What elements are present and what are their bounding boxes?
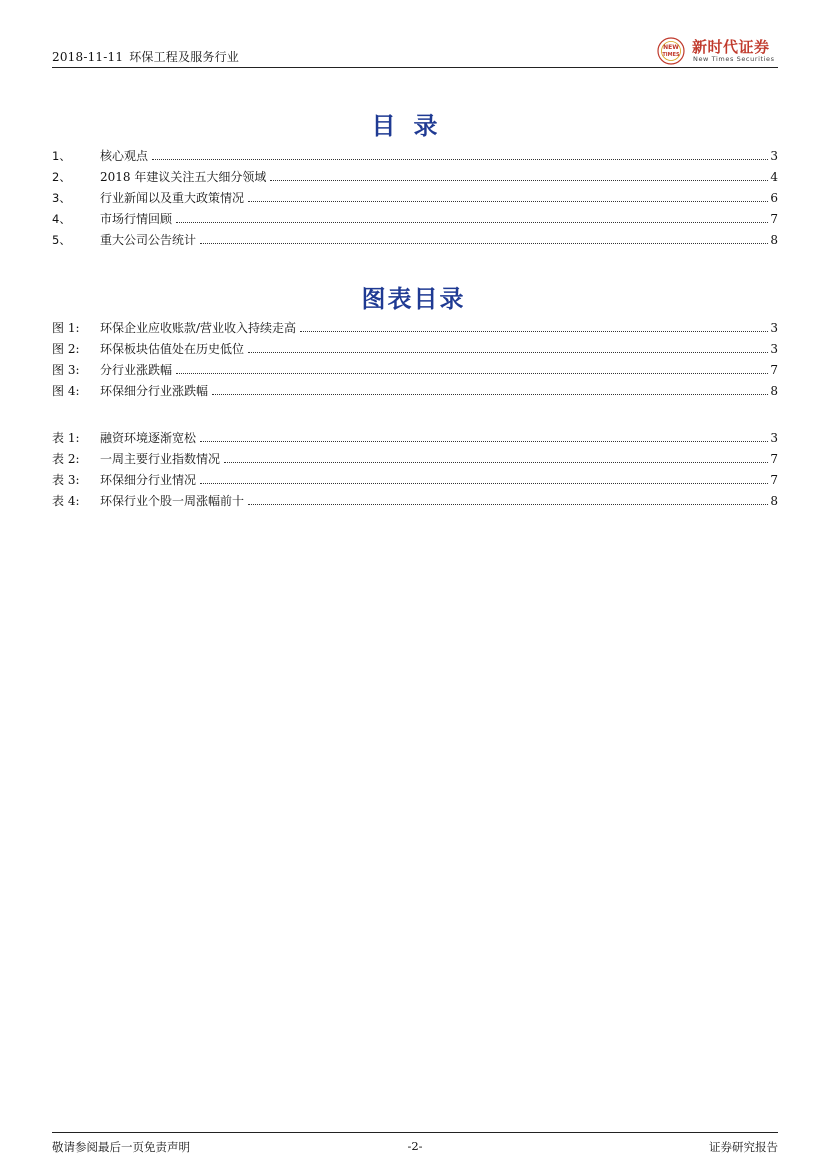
figure-item[interactable]	[52, 356, 778, 377]
table-item-label: 环保行业个股一周涨幅前十	[100, 494, 245, 508]
figure-item-label: 分行业涨跌幅	[100, 363, 173, 377]
disclaimer-note: 敬请参阅最后一页免责声明	[52, 1140, 190, 1154]
toc-list	[52, 142, 778, 247]
toc-item-page: 3	[770, 149, 778, 163]
dot-leader	[248, 200, 768, 202]
svg-text:TIMES: TIMES	[662, 52, 680, 58]
header-date: 2018-11-11	[52, 50, 124, 64]
figure-item-label: 环保细分行业涨跌幅	[100, 384, 209, 398]
toc-item[interactable]: 2、 2018 年建议关注五大细分领域 4	[52, 170, 778, 184]
figure-item-page: 3	[770, 321, 778, 335]
toc-item-label: 市场行情回顾	[100, 212, 173, 226]
figure-item-label: 环保板块估值处在历史低位	[100, 342, 245, 356]
dot-leader	[212, 393, 768, 395]
table-item-prefix: 表 4:	[52, 494, 80, 508]
table-list	[52, 424, 778, 508]
toc-item[interactable]: 5、 重大公司公告统计 8	[52, 233, 778, 247]
table-item-page: 3	[770, 431, 778, 445]
figure-item-prefix: 图 3:	[52, 363, 80, 377]
table-item-page: 8	[770, 494, 778, 508]
header-text	[52, 48, 239, 65]
dot-leader	[300, 330, 768, 332]
dot-leader	[224, 461, 768, 463]
toc-item-label: 核心观点	[100, 149, 149, 163]
logo-english-name: New Times Securities	[693, 55, 775, 63]
report-type: 证券研究报告	[709, 1140, 778, 1154]
table-item-page: 7	[770, 452, 778, 466]
figure-toc-title: 图表目录	[361, 284, 466, 313]
table-item-prefix: 表 3:	[52, 473, 80, 487]
table-item-prefix: 表 2:	[52, 452, 80, 466]
table-item-label: 环保细分行业情况	[100, 473, 197, 487]
table-item-label: 融资环境逐渐宽松	[100, 431, 197, 445]
page-number: -2-	[407, 1139, 423, 1153]
toc-title: 目录	[371, 111, 456, 140]
figure-item-label: 环保企业应收账款/营业收入持续走高	[100, 321, 297, 335]
svg-text:NEW: NEW	[663, 44, 679, 51]
figure-item[interactable]	[52, 335, 778, 356]
dot-leader	[200, 440, 768, 442]
figure-item[interactable]	[52, 377, 778, 398]
dot-leader	[248, 351, 768, 353]
figure-item-prefix: 图 4:	[52, 384, 80, 398]
dot-leader	[200, 242, 768, 244]
dot-leader	[270, 179, 768, 181]
table-item[interactable]	[52, 445, 778, 466]
toc-item[interactable]: 4、 市场行情回顾 7	[52, 212, 778, 226]
figure-item-page: 7	[770, 363, 778, 377]
table-item[interactable]	[52, 424, 778, 445]
toc-item-page: 7	[770, 212, 778, 226]
toc-item-page: 6	[770, 191, 778, 205]
table-item[interactable]	[52, 487, 778, 508]
toc-item-label: 重大公司公告统计	[100, 233, 197, 247]
toc-item-page: 8	[770, 233, 778, 247]
toc-item-label: 行业新闻以及重大政策情况	[100, 191, 245, 205]
toc-item[interactable]: 1、 核心观点 3	[52, 149, 778, 163]
figure-item-prefix: 图 2:	[52, 342, 80, 356]
dot-leader	[176, 221, 768, 223]
page-header	[52, 40, 778, 68]
dot-leader	[248, 503, 768, 505]
page-footer	[52, 1132, 778, 1157]
table-item-label: 一周主要行业指数情况	[100, 452, 221, 466]
header-industry: 环保工程及服务行业	[129, 50, 239, 64]
header-divider	[52, 67, 778, 68]
toc-item[interactable]: 3、 行业新闻以及重大政策情况 6	[52, 191, 778, 205]
figure-list	[52, 314, 778, 398]
new-times-logo-icon	[654, 36, 690, 66]
toc-item-page: 4	[770, 170, 778, 184]
figure-item-page: 3	[770, 342, 778, 356]
logo-chinese-name: 新时代证券	[692, 38, 770, 56]
dot-leader	[152, 158, 768, 160]
dot-leader	[176, 372, 768, 374]
table-item-prefix: 表 1:	[52, 431, 80, 445]
figure-item-page: 8	[770, 384, 778, 398]
figure-item[interactable]	[52, 314, 778, 335]
table-item-page: 7	[770, 473, 778, 487]
toc-item-label: 2018 年建议关注五大细分领域	[100, 170, 267, 184]
figure-item-prefix: 图 1:	[52, 321, 80, 335]
table-item[interactable]	[52, 466, 778, 487]
dot-leader	[200, 482, 768, 484]
company-logo	[654, 36, 778, 68]
